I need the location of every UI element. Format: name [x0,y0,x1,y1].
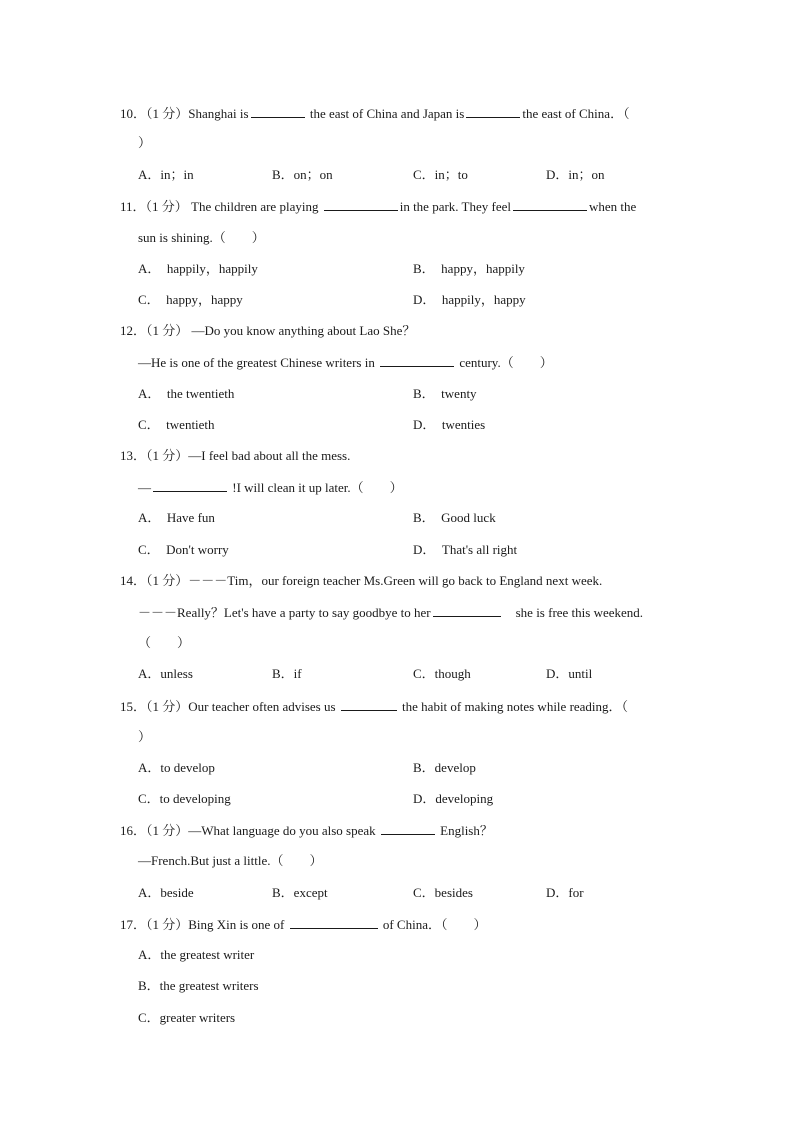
answer-blank[interactable] [153,479,227,492]
option-a[interactable]: A． the twentieth [138,386,235,401]
option-b[interactable]: B．develop [413,760,476,775]
option-b[interactable]: B．the greatest writers [138,978,259,993]
question-15-stem: 15．（1 分）Our teacher often advises us the habit of making notes while reading．（ [120,699,629,714]
answer-blank[interactable] [466,105,520,118]
question-number: 11．（1 分） [120,199,188,214]
option-a[interactable]: A． Have fun [138,510,215,525]
option-b[interactable]: B．except [272,885,328,900]
question-number: 15．（1 分） [120,699,189,714]
question-17-stem: 17．（1 分）Bing Xin is one of of China．（ ） [120,917,487,932]
answer-blank[interactable] [433,604,501,617]
question-10-stem: 10．（1 分）Shanghai is the east of China and Japan is the east of China．（ [120,106,630,121]
option-a[interactable]: A．the greatest writer [138,947,255,962]
option-a[interactable]: A．unless [138,666,193,681]
option-c[interactable]: C． Don't worry [138,542,229,557]
question-12-stem: 12．（1 分） —Do you know anything about Lao She？ [120,323,416,338]
question-number: 13．（1 分） [120,448,189,463]
question-15-stem-cont: ） [138,729,152,744]
option-d[interactable]: D． happily，happy [413,292,526,307]
question-12-stem-cont: —He is one of the greatest Chinese writers in century.（ ） [138,355,553,370]
option-c[interactable]: C． twentieth [138,417,215,432]
answer-blank[interactable] [381,822,435,835]
question-13-stem: 13．（1 分）—I feel bad about all the mess. [120,448,351,463]
question-number: 14．（1 分） [120,573,189,588]
option-d[interactable]: D．developing [413,791,494,806]
answer-blank[interactable] [251,105,305,118]
question-number: 17．（1 分） [120,917,189,932]
question-11-stem: 11．（1 分） The children are playing in the park. They feel when the [120,199,637,214]
answer-blank[interactable] [380,354,454,367]
answer-blank[interactable] [341,698,397,711]
answer-blank[interactable] [324,198,398,211]
option-b[interactable]: B．if [272,666,302,681]
option-a[interactable]: A．to develop [138,760,215,775]
option-b[interactable]: B． twenty [413,386,477,401]
option-b[interactable]: B．on；on [272,167,333,182]
question-14-stem-cont: －－－Really？Let's have a party to say goodbye to her she is free this weekend. [138,605,644,620]
question-number: 12．（1 分） [120,323,189,338]
option-a[interactable]: A． happily，happily [138,261,258,276]
option-b[interactable]: B． Good luck [413,510,496,525]
option-d[interactable]: D．until [546,666,593,681]
question-14-stem-cont2: （ ） [138,635,191,650]
question-10-stem-cont: ） [138,135,152,150]
option-d[interactable]: D． twenties [413,417,486,432]
answer-blank[interactable] [290,916,378,929]
option-c[interactable]: C．in；to [413,167,468,182]
option-d[interactable]: D． That's all right [413,542,518,557]
question-16-stem: 16．（1 分）—What language do you also speak English？ [120,823,493,838]
option-c[interactable]: C．besides [413,885,473,900]
option-a[interactable]: A．beside [138,885,194,900]
question-number: 16．（1 分） [120,823,189,838]
question-14-stem: 14．（1 分）－－－Tim，our foreign teacher Ms.Green will go back to England next week. [120,573,603,588]
option-c[interactable]: C． happy，happy [138,292,243,307]
option-b[interactable]: B． happy，happily [413,261,525,276]
question-11-stem-cont: sun is shining.（ ） [138,230,265,245]
question-13-stem-cont: — !I will clean it up later.（ ） [138,480,403,495]
option-a[interactable]: A．in；in [138,167,194,182]
question-number: 10．（1 分） [120,106,189,121]
option-d[interactable]: D．for [546,885,584,900]
answer-blank[interactable] [513,198,587,211]
question-16-stem-cont: —French.But just a little.（ ） [138,853,323,868]
option-d[interactable]: D．in；on [546,167,605,182]
option-c[interactable]: C．though [413,666,471,681]
option-c[interactable]: C．greater writers [138,1010,236,1025]
option-c[interactable]: C．to developing [138,791,231,806]
